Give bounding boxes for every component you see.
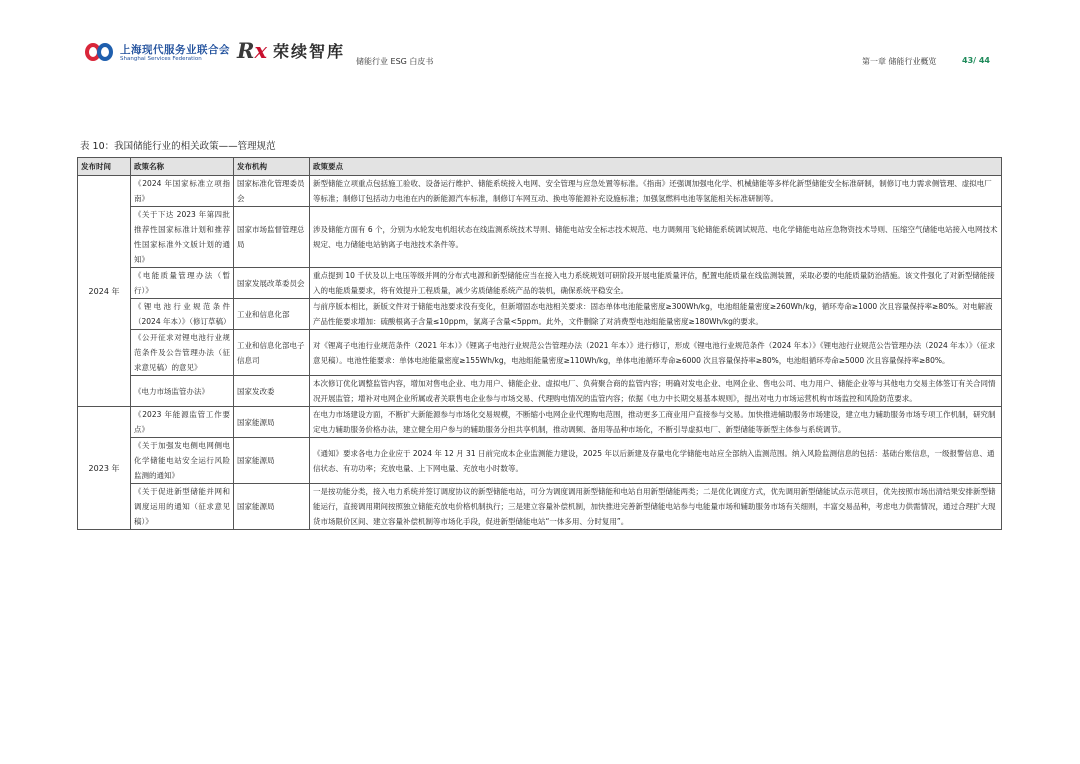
- ssf-logo-icon: [84, 40, 116, 66]
- document-title: 储能行业 ESG 白皮书: [356, 57, 434, 66]
- chapter-title: 第一章 储能行业概览: [862, 57, 937, 66]
- page-header: [0, 0, 1080, 80]
- year-cell: 2023 年: [78, 407, 131, 530]
- issuer-cell: 国家能源局: [234, 438, 310, 484]
- policy-table: [77, 157, 1002, 530]
- policy-name-cell: 《关于促进新型储能并网和调度运用的通知（征求意见稿）》: [131, 484, 234, 530]
- issuer-cell: 工业和信息化部电子信息司: [234, 330, 310, 376]
- policy-name-cell: 《关于加强发电侧电网侧电化学储能电站安全运行风险监测的通知》: [131, 438, 234, 484]
- policy-name-cell: 《电力市场监管办法》: [131, 376, 234, 407]
- issuer-cell: 国家发改委: [234, 376, 310, 407]
- year-cell: 2024 年: [78, 176, 131, 407]
- policy-name-cell: 《锂电池行业规范条件（2024 年本）》（修订草稿）: [131, 299, 234, 330]
- column-header-date: 发布时间: [78, 158, 131, 176]
- key-points-cell: 对《锂离子电池行业规范条件（2021 年本）》《锂离子电池行业规范公告管理办法（2021 年本）》进行修订，形成《锂电池行业规范条件（2024 年本）》《锂电池行业规范公告管理办法（2024 年本）》（征求意见稿）。电池性能要求：单体电池能量密度≥155Wh/kg，电池组能量密度≥110Wh/kg，单体电池循环寿命≥6000 次且容量保持率≥80%，电池组循环寿命≥5000 次且容量保持率≥80%。: [310, 330, 1002, 376]
- policy-name-cell: 《2024 年国家标准立项指南》: [131, 176, 234, 207]
- issuer-cell: 国家市场监督管理总局: [234, 207, 310, 268]
- rx-logo-icon: Rx: [237, 37, 267, 63]
- policy-name-cell: 《公开征求对锂电池行业规范条件及公告管理办法（征求意见稿）的意见》: [131, 330, 234, 376]
- policy-name-cell: 《2023 年能源监管工作要点》: [131, 407, 234, 438]
- table-row: [78, 407, 1002, 438]
- issuer-cell: 国家能源局: [234, 407, 310, 438]
- issuer-cell: 国家标准化管理委员会: [234, 176, 310, 207]
- table-row: [78, 207, 1002, 268]
- column-header-policy-name: 政策名称: [131, 158, 234, 176]
- issuer-cell: 国家发展改革委员会: [234, 268, 310, 299]
- key-points-cell: 本次修订优化调整监管内容，增加对售电企业、电力用户、储能企业、虚拟电厂、负荷聚合商的监管内容；明确对发电企业、电网企业、售电公司、电力用户、储能企业等与其他电力交易主体签订有关合同情况开展监管；增补对电网企业所属或者关联售电企业参与市场交易、代理购电情况的监管内容；依据《电力中长期交易基本规则》，提出对电力市场运营机构市场监控和风险防范要求。: [310, 376, 1002, 407]
- column-header-key-points: 政策要点: [310, 158, 1002, 176]
- table-caption: 表 10：我国储能行业的相关政策——管理规范: [80, 141, 276, 152]
- brand-name: 荣续智库: [272, 42, 345, 61]
- key-points-cell: 与前序版本相比，新版文件对于储能电池要求没有变化，但新增固态电池相关要求：固态单体电池能量密度≥300Wh/kg，电池组能量密度≥260Wh/kg，循环寿命≥1000 次且容量保持率≥80%。对电解液产品性能要求增加：硫酸根离子含量≤10ppm，氯离子含量<5ppm。此外，文件删除了对消费型电池组能量密度≥180Wh/kg的要求。: [310, 299, 1002, 330]
- page-number: 43/ 44: [962, 56, 990, 65]
- table-row: [78, 438, 1002, 484]
- key-points-cell: 新型储能立项重点包括施工验收、设备运行维护、储能系统接入电网、安全管理与应急处置等标准。《指南》还强调加强电化学、机械储能等多样化新型储能安全标准研制，制修订电力需求侧管理、虚拟电厂等标准；制修订包括动力电池在内的新能源汽车标准，制修订车网互动、换电等能源补充设施标准；加强氢燃料电池等氢能相关标准研制等。: [310, 176, 1002, 207]
- key-points-cell: 《通知》要求各电力企业应于 2024 年 12 月 31 日前完成本企业监测能力建设，2025 年以后新建及存量电化学储能电站应全部纳入监测范围。纳入风险监测信息的包括：基础台账信息，一级报警信息、通信状态、有功功率；充放电量、上下网电量、充放电小时数等。: [310, 438, 1002, 484]
- ssf-logo: [84, 40, 230, 66]
- issuer-cell: 国家能源局: [234, 484, 310, 530]
- issuer-cell: 工业和信息化部: [234, 299, 310, 330]
- key-points-cell: 一是按功能分类，接入电力系统并签订调度协议的新型储能电站，可分为调度调用新型储能和电站自用新型储能两类；二是优化调度方式，优先调用新型储能试点示范项目，优先按照市场出清结果安排新型储能运行，直接调用期间按照独立储能充放电价格机制执行；三是建立容量补偿机制，加快推进完善新型储能电站参与电能量市场和辅助服务市场有关细则，丰富交易品种，考虑电力供需情况，通过合理扩大现货市场限价区间、建立容量补偿机制等市场化手段，促进新型储能电站“一体多用、分时复用”。: [310, 484, 1002, 530]
- table-row: [78, 268, 1002, 299]
- key-points-cell: 重点提到 10 千伏及以上电压等级并网的分布式电源和新型储能应当在接入电力系统规划可研阶段开展电能质量评估，配置电能质量在线监测装置，采取必要的电能质量防治措施。该文件强化了对新型储能接入的电能质量要求，将有效提升工程质量，减少劣质储能系统产品的装机，确保系统平稳安全。: [310, 268, 1002, 299]
- table-row: [78, 484, 1002, 530]
- org-name-cn: 上海现代服务业联合会: [120, 43, 230, 56]
- key-points-cell: 在电力市场建设方面，不断扩大新能源参与市场化交易规模，不断缩小电网企业代理购电范围，推动更多工商业用户直接参与交易。加快推进辅助服务市场建设，建立电力辅助服务市场专项工作机制，研究制定电力辅助服务价格办法，建立健全用户参与的辅助服务分担共享机制，推动调频、备用等品种市场化，不断引导虚拟电厂、新型储能等新型主体参与系统调节。: [310, 407, 1002, 438]
- policy-name-cell: 《关于下达 2023 年第四批推荐性国家标准计划和推荐性国家标准外文版计划的通知》: [131, 207, 234, 268]
- table-row: [78, 299, 1002, 330]
- org-name-en: Shanghai Services Federation: [120, 55, 202, 62]
- key-points-cell: 涉及储能方面有 6 个，分别为水轮发电机组状态在线监测系统技术导则、储能电站安全标志技术规范、电力调频用飞轮储能系统调试规范、电化学储能电站应急物资技术导则、压缩空气储能电站接入电网技术规定、电力储能电站钠离子电池技术条件等。: [310, 207, 1002, 268]
- table-row: [78, 330, 1002, 376]
- column-header-issuer: 发布机构: [234, 158, 310, 176]
- table-header-row: [78, 158, 1002, 176]
- table-row: [78, 176, 1002, 207]
- rongxu-logo: [237, 39, 345, 62]
- table-row: [78, 376, 1002, 407]
- policy-name-cell: 《电能质量管理办法（暂行）》: [131, 268, 234, 299]
